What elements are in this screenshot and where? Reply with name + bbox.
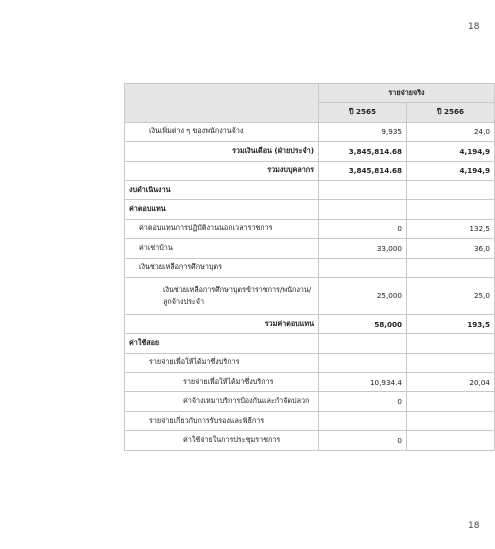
row-value-2566 (407, 200, 495, 219)
header-blank-cell (125, 84, 319, 123)
header-year-2565: ปี 2565 (319, 103, 407, 122)
header-group-actual-expense: รายจ่ายจริง (319, 84, 495, 103)
table-row (125, 161, 495, 180)
table-row (125, 277, 495, 314)
table-row (125, 142, 495, 161)
row-value-2566: 20,04 (407, 373, 495, 392)
row-value-2566 (407, 431, 495, 450)
row-label: ค่าใช้สอย (125, 334, 319, 353)
row-value-2566 (407, 353, 495, 372)
table-row (125, 180, 495, 199)
row-value-2565: 33,000 (319, 239, 407, 258)
row-label: รวมค่าตอบแทน (125, 314, 319, 333)
row-value-2566 (407, 411, 495, 430)
row-value-2565 (319, 411, 407, 430)
table-row (125, 122, 495, 141)
row-value-2566: 25,0 (407, 277, 495, 314)
row-value-2565: 10,934.4 (319, 373, 407, 392)
row-value-2565: 58,000 (319, 314, 407, 333)
table-row (125, 219, 495, 238)
row-label: เงินช่วยเหลือการศึกษาบุตร (125, 258, 319, 277)
row-value-2565: 3,845,814.68 (319, 142, 407, 161)
table-row (125, 431, 495, 450)
row-value-2565 (319, 200, 407, 219)
budget-table (124, 83, 495, 451)
page-number-top: 18 (468, 22, 480, 32)
row-label: งบดำเนินงาน (125, 180, 319, 199)
table-row (125, 392, 495, 411)
row-value-2566 (407, 334, 495, 353)
row-label: รายจ่ายเพื่อให้ได้มาซึ่งบริการ (125, 373, 319, 392)
row-label: เงินช่วยเหลือการศึกษาบุตรข้าราชการ/พนักงาน/ลูกจ้างประจำ (125, 277, 319, 314)
row-label: ค่าใช้จ่ายในการประชุมราชการ (125, 431, 319, 450)
row-value-2565: 0 (319, 219, 407, 238)
page-number-bottom: 18 (468, 521, 480, 531)
row-value-2565 (319, 334, 407, 353)
row-value-2565 (319, 180, 407, 199)
row-value-2566: 4,194,9 (407, 161, 495, 180)
row-label: รวมงบบุคลากร (125, 161, 319, 180)
row-value-2565: 3,845,814.68 (319, 161, 407, 180)
row-label: ค่าตอบแทนการปฏิบัติงานนอกเวลาราชการ (125, 219, 319, 238)
table-row (125, 334, 495, 353)
row-value-2566 (407, 258, 495, 277)
row-label: รายจ่ายเพื่อให้ได้มาซึ่งบริการ (125, 353, 319, 372)
table-row (125, 314, 495, 333)
row-value-2566: 36,0 (407, 239, 495, 258)
row-value-2566: 4,194,9 (407, 142, 495, 161)
table-row (125, 353, 495, 372)
row-label: รายจ่ายเกี่ยวกับการรับรองและพิธีการ (125, 411, 319, 430)
header-year-2566: ปี 2566 (407, 103, 495, 122)
row-value-2566: 24,0 (407, 122, 495, 141)
table-row (125, 373, 495, 392)
row-label: ค่าจ้างเหมาบริการป้องกันและกำจัดปลวก (125, 392, 319, 411)
row-value-2565: 0 (319, 431, 407, 450)
table-row (125, 411, 495, 430)
table-row (125, 239, 495, 258)
table-row (125, 258, 495, 277)
row-value-2565 (319, 258, 407, 277)
table-row (125, 200, 495, 219)
row-value-2566 (407, 392, 495, 411)
row-label: รวมเงินเดือน (ฝ่ายประจำ) (125, 142, 319, 161)
row-value-2566: 132,5 (407, 219, 495, 238)
row-value-2565: 25,000 (319, 277, 407, 314)
row-value-2565: 9,935 (319, 122, 407, 141)
row-label: เงินเพิ่มต่าง ๆ ของพนักงานจ้าง (125, 122, 319, 141)
table-header-row (125, 84, 495, 103)
row-label: ค่าตอบแทน (125, 200, 319, 219)
row-value-2566: 193,5 (407, 314, 495, 333)
row-value-2565: 0 (319, 392, 407, 411)
row-value-2565 (319, 353, 407, 372)
row-label: ค่าเช่าบ้าน (125, 239, 319, 258)
row-value-2566 (407, 180, 495, 199)
